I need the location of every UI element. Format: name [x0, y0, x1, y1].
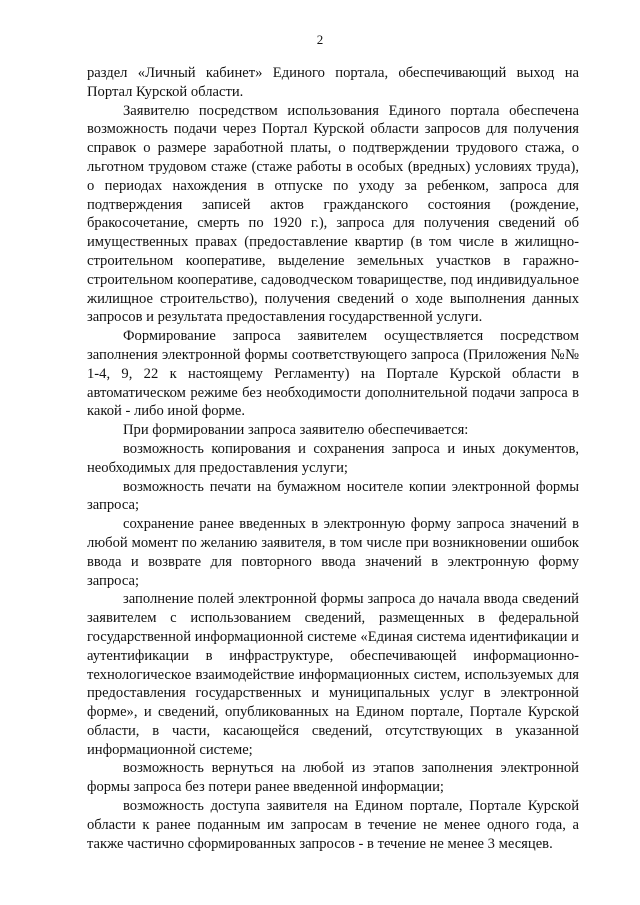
paragraph: При формировании запроса заявителю обеспечивается:	[123, 422, 469, 439]
paragraph: возможность печати на бумажном носителе копии электронной формы запроса;	[87, 478, 579, 514]
paragraph: Заявителю посредством использования Единого портала обеспечена возможность подачи через Портал Курской области запросов для получения справок о размере заработной платы, о подтверждении трудового стажа, о льготном трудовом стаже (стаже работы в особых (вредных) условиях труда), о периодах нахождения в отпуске по уходу за ребенком, запроса для подтверждения записей актов гражданского состояния (рождение, бракосочетание, смерть по 1920 г.), запроса для получения сведений об имущественных правах (предоставление квартир (в том числе в жилищно-строительном кооперативе, выделение земельных участков в гаражно-строительном кооперативе, садоводческом товариществе, под индивидуальное жилищное строительство), получения сведений о ходе выполнения данных запросов и результата предоставления государственной услуги.	[87, 102, 579, 326]
paragraph: заполнение полей электронной формы запроса до начала ввода сведений заявителем с использованием сведений, размещенных в федеральной государственной информационной системе «Единая система идентификации и аутентификации в инфраструктуре, обеспечивающей информационно-технологическое взаимодействие информационных систем, используемых для предоставления государственных и муниципальных услуг в электронной форме», и сведений, опубликованных на Едином портале, Портале Курской области, в части, касающейся сведений, отсутствующих в указанной информационной системе;	[87, 591, 579, 758]
paragraph: возможность доступа заявителя на Едином портале, Портале Курской области к ранее поданным им запросам в течение не менее одного года, а также частично сформированных запросов - в течение не менее 3 месяцев.	[87, 798, 579, 852]
paragraph: возможность копирования и сохранения запроса и иных документов, необходимых для предоставления услуги;	[87, 440, 579, 476]
paragraph: возможность вернуться на любой из этапов заполнения электронной формы запроса без потери ранее введенной информации;	[87, 760, 579, 796]
paragraph: Формирование запроса заявителем осуществляется посредством заполнения электронной формы соответствующего запроса (Приложения №№ 1-4, 9, 22 к настоящему Регламенту) на Портале Курской области в автоматическом режиме без необходимости дополнительной подачи запроса в какой - либо иной форме.	[87, 328, 579, 420]
paragraph: раздел «Личный кабинет» Единого портала, обеспечивающий выход на Портал Курской области.	[87, 65, 579, 100]
paragraph: сохранение ранее введенных в электронную форму запроса значений в любой момент по желанию заявителя, в том числе при возникновении ошибок ввода и возврате для повторного ввода значений в электронную форму запроса;	[87, 516, 579, 589]
page-number: 2	[316, 32, 324, 47]
document-body	[87, 64, 579, 853]
